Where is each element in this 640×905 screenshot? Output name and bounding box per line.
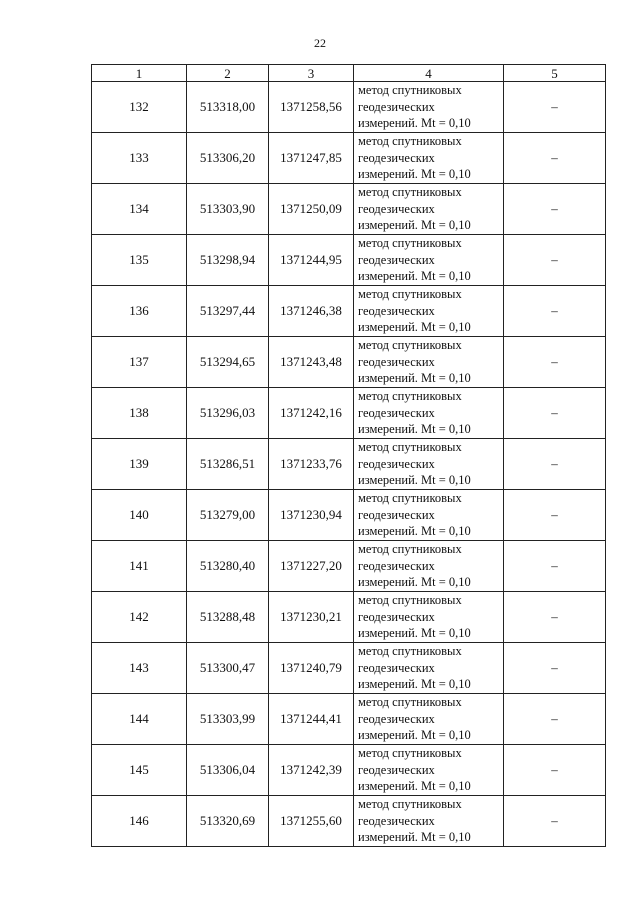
coordinates-table [91, 64, 606, 847]
cell-point-number: 140 [92, 490, 187, 541]
table-header-row [92, 65, 606, 82]
cell-point-number: 141 [92, 541, 187, 592]
method-line: измерений. Mt = 0,10 [358, 116, 471, 131]
cell-method [354, 133, 504, 184]
cell-coord-y: 1371242,16 [269, 388, 354, 439]
table-row [92, 439, 606, 490]
method-line: измерений. Mt = 0,10 [358, 422, 471, 437]
table-row [92, 337, 606, 388]
method-line: измерений. Mt = 0,10 [358, 677, 471, 692]
method-line: измерений. Mt = 0,10 [358, 269, 471, 284]
cell-point-number: 132 [92, 82, 187, 133]
method-line: метод спутниковых [358, 593, 462, 608]
method-line: геодезических [358, 354, 435, 369]
cell-note: – [504, 592, 606, 643]
header-col-3: 3 [269, 65, 354, 82]
method-line: геодезических [358, 609, 435, 624]
cell-note: – [504, 286, 606, 337]
table-row [92, 388, 606, 439]
method-line: измерений. Mt = 0,10 [358, 830, 471, 845]
method-line: измерений. Mt = 0,10 [358, 779, 471, 794]
method-line: геодезических [358, 711, 435, 726]
cell-note: – [504, 133, 606, 184]
method-line: измерений. Mt = 0,10 [358, 728, 471, 743]
method-line: метод спутниковых [358, 134, 462, 149]
cell-note: – [504, 235, 606, 286]
method-line: метод спутниковых [358, 236, 462, 251]
cell-coord-x: 513294,65 [187, 337, 269, 388]
cell-note: – [504, 745, 606, 796]
cell-coord-y: 1371250,09 [269, 184, 354, 235]
table-row [92, 694, 606, 745]
method-line: измерений. Mt = 0,10 [358, 524, 471, 539]
header-col-5: 5 [504, 65, 606, 82]
method-line: метод спутниковых [358, 491, 462, 506]
method-line: метод спутниковых [358, 542, 462, 557]
method-line: геодезических [358, 456, 435, 471]
cell-note: – [504, 184, 606, 235]
table-row [92, 796, 606, 847]
method-line: геодезических [358, 303, 435, 318]
table-row [92, 133, 606, 184]
cell-coord-x: 513318,00 [187, 82, 269, 133]
cell-coord-y: 1371246,38 [269, 286, 354, 337]
cell-coord-x: 513296,03 [187, 388, 269, 439]
cell-method [354, 337, 504, 388]
cell-coord-x: 513303,90 [187, 184, 269, 235]
cell-note: – [504, 388, 606, 439]
method-line: метод спутниковых [358, 287, 462, 302]
method-line: геодезических [358, 405, 435, 420]
cell-point-number: 144 [92, 694, 187, 745]
cell-coord-y: 1371247,85 [269, 133, 354, 184]
method-line: метод спутниковых [358, 644, 462, 659]
cell-coord-x: 513300,47 [187, 643, 269, 694]
header-col-1: 1 [92, 65, 187, 82]
cell-point-number: 135 [92, 235, 187, 286]
cell-coord-x: 513286,51 [187, 439, 269, 490]
cell-note: – [504, 643, 606, 694]
method-line: метод спутниковых [358, 389, 462, 404]
cell-point-number: 137 [92, 337, 187, 388]
cell-coord-y: 1371230,21 [269, 592, 354, 643]
method-line: метод спутниковых [358, 746, 462, 761]
method-line: геодезических [358, 660, 435, 675]
method-line: метод спутниковых [358, 797, 462, 812]
cell-point-number: 143 [92, 643, 187, 694]
cell-method [354, 694, 504, 745]
table-row [92, 541, 606, 592]
table-row [92, 184, 606, 235]
method-line: метод спутниковых [358, 695, 462, 710]
table-row [92, 643, 606, 694]
method-line: метод спутниковых [358, 440, 462, 455]
cell-method [354, 82, 504, 133]
cell-method [354, 745, 504, 796]
method-line: измерений. Mt = 0,10 [358, 218, 471, 233]
cell-note: – [504, 694, 606, 745]
cell-point-number: 136 [92, 286, 187, 337]
table-row [92, 745, 606, 796]
cell-point-number: 146 [92, 796, 187, 847]
cell-note: – [504, 337, 606, 388]
cell-coord-x: 513303,99 [187, 694, 269, 745]
cell-point-number: 142 [92, 592, 187, 643]
cell-coord-x: 513298,94 [187, 235, 269, 286]
cell-coord-x: 513279,00 [187, 490, 269, 541]
cell-point-number: 139 [92, 439, 187, 490]
cell-note: – [504, 796, 606, 847]
method-line: геодезических [358, 507, 435, 522]
method-line: измерений. Mt = 0,10 [358, 371, 471, 386]
cell-coord-x: 513306,20 [187, 133, 269, 184]
table-row [92, 592, 606, 643]
cell-method [354, 235, 504, 286]
cell-coord-y: 1371242,39 [269, 745, 354, 796]
cell-coord-y: 1371244,95 [269, 235, 354, 286]
table-row [92, 82, 606, 133]
method-line: геодезических [358, 99, 435, 114]
cell-coord-x: 513288,48 [187, 592, 269, 643]
cell-coord-x: 513280,40 [187, 541, 269, 592]
method-line: метод спутниковых [358, 83, 462, 98]
table-row [92, 490, 606, 541]
cell-coord-y: 1371240,79 [269, 643, 354, 694]
method-line: геодезических [358, 762, 435, 777]
cell-coord-x: 513297,44 [187, 286, 269, 337]
method-line: геодезических [358, 813, 435, 828]
method-line: измерений. Mt = 0,10 [358, 626, 471, 641]
cell-method [354, 286, 504, 337]
cell-method [354, 643, 504, 694]
cell-coord-x: 513320,69 [187, 796, 269, 847]
method-line: измерений. Mt = 0,10 [358, 575, 471, 590]
cell-coord-y: 1371230,94 [269, 490, 354, 541]
method-line: геодезических [358, 201, 435, 216]
cell-point-number: 138 [92, 388, 187, 439]
cell-coord-y: 1371258,56 [269, 82, 354, 133]
method-line: геодезических [358, 150, 435, 165]
cell-method [354, 184, 504, 235]
cell-coord-y: 1371244,41 [269, 694, 354, 745]
cell-note: – [504, 82, 606, 133]
cell-note: – [504, 490, 606, 541]
cell-coord-x: 513306,04 [187, 745, 269, 796]
header-col-2: 2 [187, 65, 269, 82]
method-line: измерений. Mt = 0,10 [358, 167, 471, 182]
cell-method [354, 796, 504, 847]
cell-coord-y: 1371233,76 [269, 439, 354, 490]
method-line: измерений. Mt = 0,10 [358, 320, 471, 335]
cell-method [354, 439, 504, 490]
method-line: метод спутниковых [358, 338, 462, 353]
cell-method [354, 490, 504, 541]
header-col-4: 4 [354, 65, 504, 82]
cell-note: – [504, 541, 606, 592]
cell-coord-y: 1371227,20 [269, 541, 354, 592]
cell-coord-y: 1371243,48 [269, 337, 354, 388]
method-line: геодезических [358, 558, 435, 573]
page-number: 22 [314, 36, 326, 50]
cell-point-number: 145 [92, 745, 187, 796]
cell-method [354, 388, 504, 439]
cell-method [354, 592, 504, 643]
method-line: измерений. Mt = 0,10 [358, 473, 471, 488]
cell-note: – [504, 439, 606, 490]
cell-point-number: 133 [92, 133, 187, 184]
method-line: метод спутниковых [358, 185, 462, 200]
method-line: геодезических [358, 252, 435, 267]
cell-method [354, 541, 504, 592]
cell-coord-y: 1371255,60 [269, 796, 354, 847]
table-row [92, 286, 606, 337]
table-body [92, 82, 606, 847]
cell-point-number: 134 [92, 184, 187, 235]
table-row [92, 235, 606, 286]
